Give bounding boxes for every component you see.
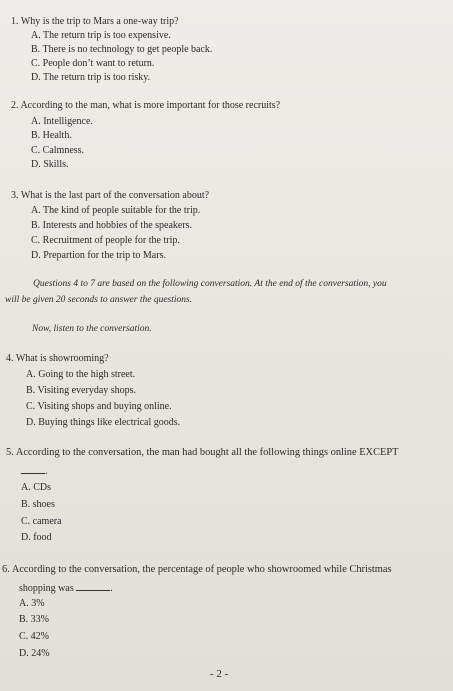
question-6-option-b: B. 33%: [19, 614, 49, 625]
question-4-option-d: D. Buying things like electrical goods.: [26, 417, 181, 428]
question-5-option-b: B. shoes: [21, 499, 55, 510]
question-1-option-c: C. People don’t want to return.: [31, 58, 155, 69]
question-3-stem: 3. What is the last part of the conversation about?: [11, 190, 210, 201]
question-1-option-d: D. The return trip is too risky.: [31, 72, 151, 83]
question-3-option-b: B. Interests and hobbies of the speakers.: [31, 220, 193, 231]
question-6-option-a: A. 3%: [19, 598, 45, 609]
question-5-blank: .: [21, 464, 48, 478]
question-2-option-b: B. Health.: [31, 130, 72, 141]
question-1-option-a: A. The return trip is too expensive.: [31, 30, 171, 41]
page-number: - 2 -: [210, 668, 229, 680]
question-1-option-b: B. There is no technology to get people back.: [31, 44, 213, 55]
question-6-stem-line-2: shopping was: [19, 583, 74, 594]
question-6-stem: 6. According to the conversation, the percentage of people who showroomed while Christmas: [2, 564, 392, 575]
instructions-line-1: Questions 4 to 7 are based on the following conversation. At the end of the conversation, you: [33, 279, 387, 289]
instructions-line-2: will be given 20 seconds to answer the questions.: [5, 295, 193, 305]
question-5-option-d: D. food: [21, 532, 52, 543]
question-5-option-a: A. CDs: [21, 482, 52, 493]
question-6-option-d: D. 24%: [19, 648, 50, 659]
question-4-stem: 4. What is showrooming?: [6, 353, 109, 364]
question-3-option-d: D. Prepartion for the trip to Mars.: [31, 250, 166, 261]
question-4-option-a: A. Going to the high street.: [26, 369, 136, 380]
question-1-stem: 1. Why is the trip to Mars a one-way trip?: [11, 16, 179, 27]
question-6-stem-cont: shopping was .: [19, 583, 113, 594]
question-3-option-a: A. The kind of people suitable for the trip.: [31, 205, 201, 216]
question-2-stem: 2. According to the man, what is more important for those recruits?: [11, 100, 281, 111]
question-2-option-a: A. Intelligence.: [31, 116, 93, 127]
question-2-option-c: C. Calmness.: [31, 145, 85, 156]
question-3-option-c: C. Recruitment of people for the trip.: [31, 235, 180, 246]
question-6-option-c: C. 42%: [19, 631, 49, 642]
question-5-option-c: C. camera: [21, 516, 62, 527]
question-2-option-d: D. Skills.: [31, 159, 69, 170]
question-4-option-c: C. Visiting shops and buying online.: [26, 401, 172, 412]
question-4-option-b: B. Visiting everyday shops.: [26, 385, 137, 396]
question-5-stem: 5. According to the conversation, the man had bought all the following things online EXCEPT: [6, 447, 399, 458]
listen-instruction: Now, listen to the conversation.: [32, 324, 152, 334]
